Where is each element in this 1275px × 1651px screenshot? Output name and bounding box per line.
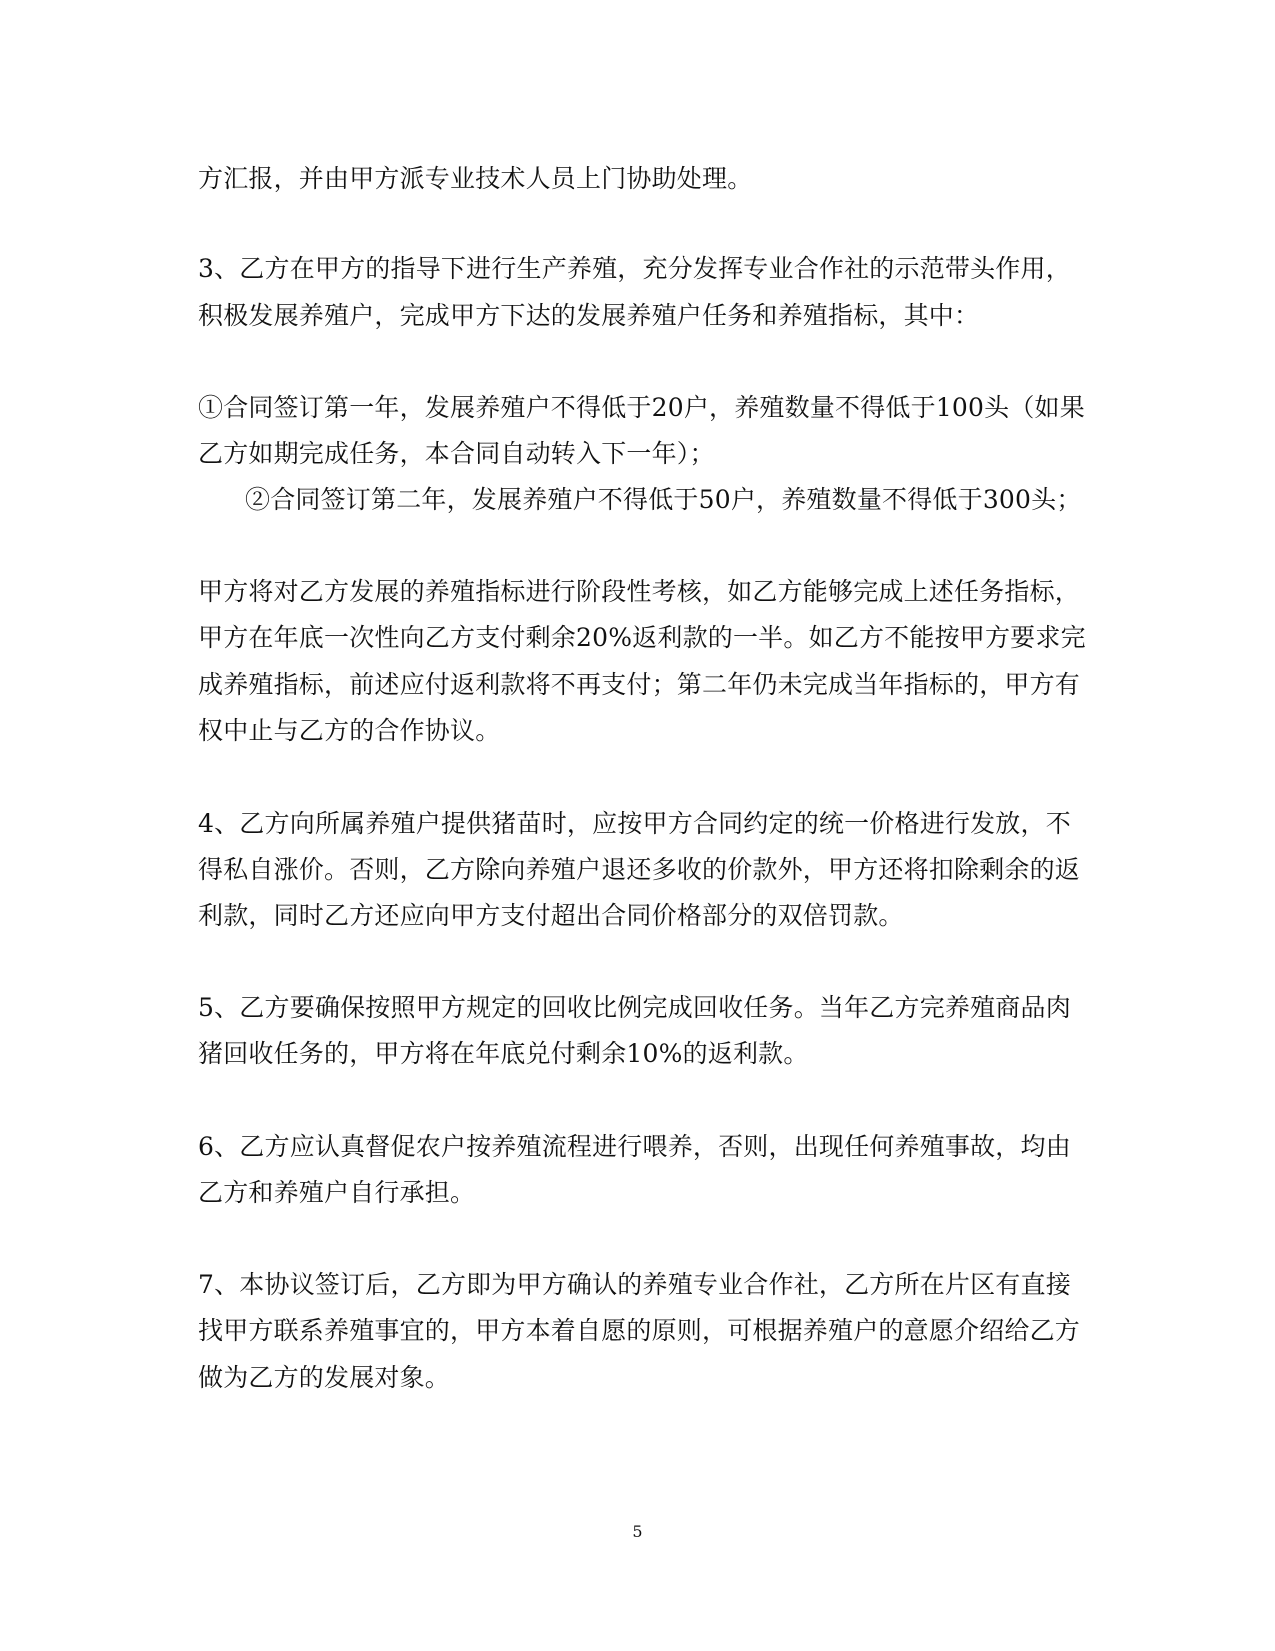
paragraph-line: 利款，同时乙方还应向甲方支付超出合同价格部分的双倍罚款。 [198, 901, 904, 930]
paragraph-line: 权中止与乙方的合作协议。 [198, 716, 501, 745]
paragraph-line: 方汇报，并由甲方派专业技术人员上门协助处理。 [198, 164, 753, 193]
paragraph-line: 成养殖指标，前述应付返利款将不再支付；第二年仍未完成当年指标的，甲方有 [198, 670, 1081, 699]
paragraph-line: 甲方将对乙方发展的养殖指标进行阶段性考核，如乙方能够完成上述任务指标， [198, 577, 1081, 606]
paragraph-line: ②合同签订第二年，发展养殖户不得低于50户，养殖数量不得低于300头； [245, 485, 1082, 514]
paragraph-line: 得私自涨价。否则，乙方除向养殖户退还多收的价款外，甲方还将扣除剩余的返 [198, 855, 1081, 884]
paragraph-line: 找甲方联系养殖事宜的，甲方本着自愿的原则，可根据养殖户的意愿介绍给乙方 [198, 1316, 1081, 1345]
paragraph-line: 积极发展养殖户，完成甲方下达的发展养殖户任务和养殖指标，其中： [198, 301, 980, 330]
paragraph-line: 甲方在年底一次性向乙方支付剩余20%返利款的一半。如乙方不能按甲方要求完 [198, 623, 1086, 652]
page-number: 5 [632, 1522, 643, 1541]
paragraph-line: ①合同签订第一年，发展养殖户不得低于20户，养殖数量不得低于100头（如果 [198, 393, 1085, 422]
paragraph-line: 乙方和养殖户自行承担。 [198, 1178, 476, 1207]
paragraph-line: 做为乙方的发展对象。 [198, 1363, 451, 1392]
paragraph-line: 猪回收任务的，甲方将在年底兑付剩余10%的返利款。 [198, 1039, 809, 1068]
paragraph-line: 5、乙方要确保按照甲方规定的回收比例完成回收任务。当年乙方完养殖商品肉 [198, 993, 1071, 1022]
paragraph-line: 3、乙方在甲方的指导下进行生产养殖，充分发挥专业合作社的示范带头作用， [198, 254, 1071, 283]
paragraph-line: 7、本协议签订后，乙方即为甲方确认的养殖专业合作社，乙方所在片区有直接 [198, 1270, 1071, 1299]
paragraph-line: 乙方如期完成任务，本合同自动转入下一年）； [198, 439, 715, 468]
paragraph-line: 4、乙方向所属养殖户提供猪苗时，应按甲方合同约定的统一价格进行发放，不 [198, 809, 1071, 838]
paragraph-line: 6、乙方应认真督促农户按养殖流程进行喂养，否则，出现任何养殖事故，均由 [198, 1132, 1071, 1161]
